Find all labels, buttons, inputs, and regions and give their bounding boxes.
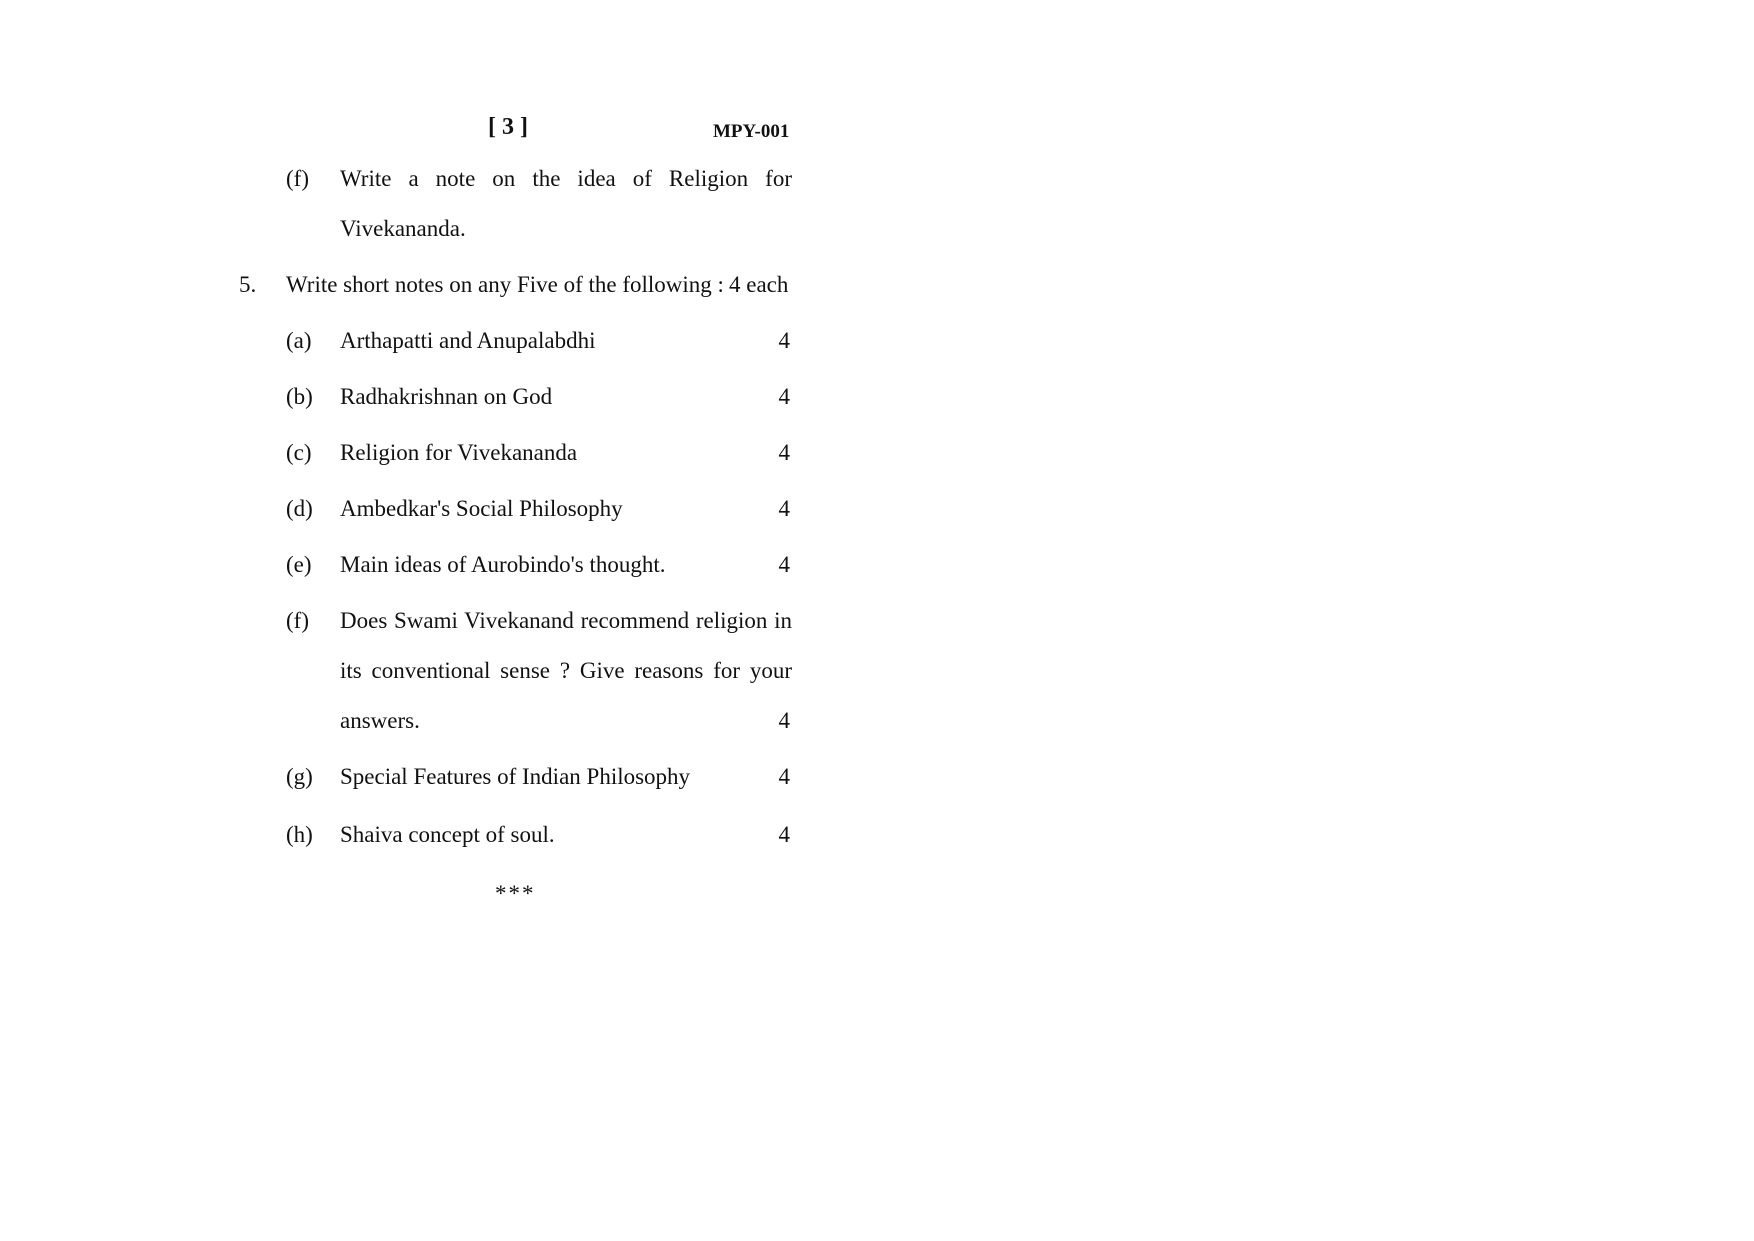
item-f-line2: its conventional sense ? Give reasons for your	[340, 658, 792, 683]
item-f-line3: answers.	[340, 708, 420, 733]
prev-item-line1: Write a note on the idea of Religion for	[340, 166, 792, 191]
item-h-text: Shaiva concept of soul.	[340, 822, 555, 847]
item-a-label: (a)	[286, 328, 312, 353]
item-h-marks: 4	[778, 822, 790, 847]
item-e-marks: 4	[778, 552, 790, 577]
item-a-marks: 4	[778, 328, 790, 353]
item-a-text: Arthapatti and Anupalabdhi	[340, 328, 596, 353]
course-code: MPY-001	[713, 121, 790, 142]
item-b-text: Radhakrishnan on God	[340, 384, 553, 409]
item-g-label: (g)	[286, 764, 313, 789]
page-number: [ 3 ]	[488, 114, 528, 140]
item-f-line1: Does Swami Vivekanand recommend religion in	[340, 608, 792, 633]
item-f-marks: 4	[778, 708, 790, 733]
question-text: Write short notes on any Five of the following :	[286, 272, 724, 297]
item-e-text: Main ideas of Aurobindo's thought.	[340, 552, 666, 577]
end-of-paper-mark: ***	[495, 881, 536, 906]
item-g-marks: 4	[778, 764, 790, 789]
item-d-text: Ambedkar's Social Philosophy	[340, 496, 623, 521]
item-c-label: (c)	[286, 440, 312, 465]
question-number: 5.	[239, 272, 257, 297]
prev-item-line2: Vivekananda.	[340, 216, 466, 241]
item-d-marks: 4	[778, 496, 790, 521]
item-e-label: (e)	[286, 552, 312, 577]
item-c-text: Religion for Vivekananda	[340, 440, 578, 465]
item-h-label: (h)	[286, 822, 313, 847]
item-g-text: Special Features of Indian Philosophy	[340, 764, 691, 789]
item-d-label: (d)	[286, 496, 313, 521]
question-marks: 4 each	[729, 272, 789, 297]
item-b-label: (b)	[286, 384, 313, 409]
item-c-marks: 4	[778, 440, 790, 465]
item-b-marks: 4	[778, 384, 790, 409]
item-f-label: (f)	[286, 608, 309, 633]
prev-item-label: (f)	[286, 166, 309, 191]
